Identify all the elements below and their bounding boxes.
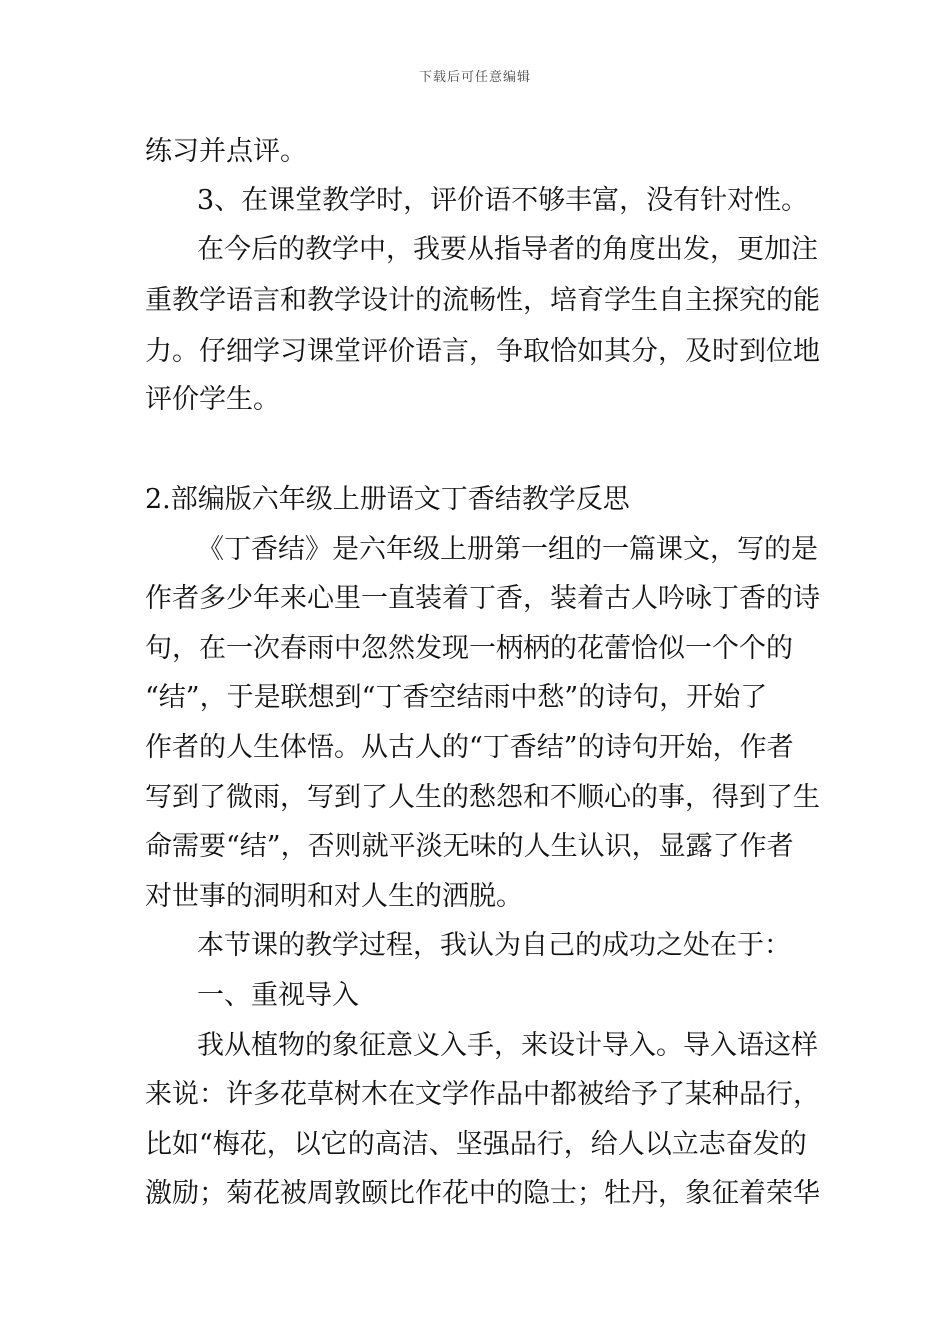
text-line: 作者的人生体悟。从古人的“丁香结”的诗句开始，作者 [145, 732, 794, 763]
text-line: 《丁香结》是六年级上册第一组的一篇课文，写的是 [197, 534, 818, 565]
text-line: 比如“梅花，以它的高洁、坚强品行，给人以立志奋发的 [145, 1129, 807, 1160]
text-line: 力。仔细学习课堂评价语言，争取恰如其分，及时到位地 [145, 336, 820, 367]
text-line: 3、在课堂教学时，评价语不够丰富，没有针对性。 [197, 185, 809, 216]
text-line: 重教学语言和教学设计的流畅性，培育学生自主探究的能 [145, 285, 820, 316]
text-line: 命需要“结”，否则就平淡无味的人生认识，显露了作者 [145, 831, 794, 862]
subheading: 一、重视导入 [197, 980, 359, 1011]
text-line: 作者多少年来心里一直装着丁香，装着古人吟咏丁香的诗 [145, 583, 820, 614]
text-line: 对世事的洞明和对人生的洒脱。 [145, 881, 523, 912]
text-line: 激励；菊花被周敦颐比作花中的隐士；牡丹，象征着荣华 [145, 1178, 820, 1209]
text-line: 来说：许多花草树木在文学作品中都被给予了某种品行， [145, 1079, 820, 1110]
text-line: 我从植物的象征意义入手，来设计导入。导入语这样 [197, 1030, 818, 1061]
text-line: 句，在一次春雨中忽然发现一柄柄的花蕾恰似一个个的 [145, 633, 793, 664]
text-line: 写到了微雨，写到了人生的愁怨和不顺心的事，得到了生 [145, 782, 820, 813]
section-heading: 2.部编版六年级上册语文丁香结教学反思 [145, 484, 630, 515]
download-watermark: 下载后可任意编辑 [418, 70, 531, 85]
text-line: 评价学生。 [145, 384, 280, 415]
text-line: 练习并点评。 [145, 136, 307, 167]
text-line: 本节课的教学过程，我认为自己的成功之处在于： [197, 930, 791, 961]
text-line: 在今后的教学中，我要从指导者的角度出发，更加注 [197, 234, 818, 265]
text-line: “结”，于是联想到“丁香空结雨中愁”的诗句，开始了 [145, 682, 768, 713]
